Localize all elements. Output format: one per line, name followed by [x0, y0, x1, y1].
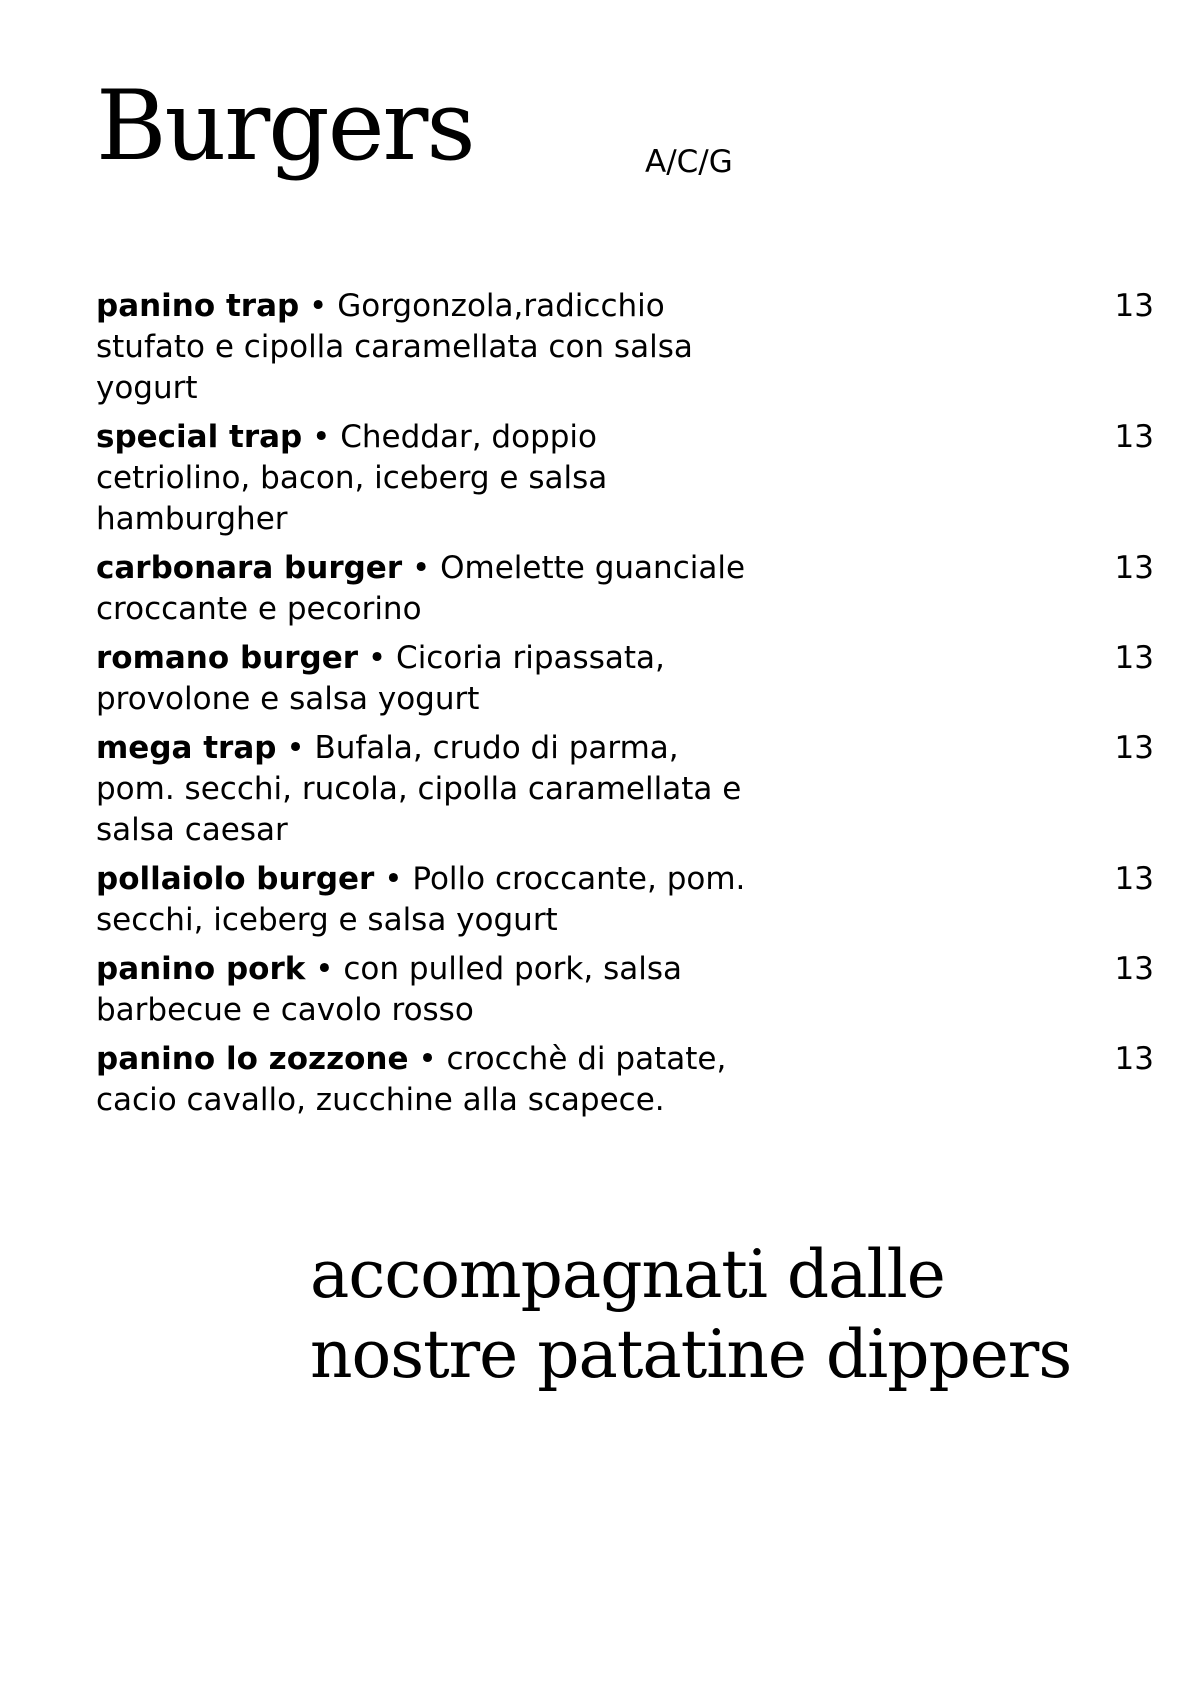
menu-item-price: 13	[1114, 861, 1154, 897]
menu-item-carbonara-burger	[96, 548, 1154, 630]
menu-item-text	[96, 548, 756, 630]
footer-line: nostre patatine dippers	[310, 1316, 1072, 1393]
menu-item-pollaiolo-burger	[96, 859, 1154, 941]
menu-item-price: 13	[1114, 640, 1154, 676]
menu-item-text	[96, 728, 756, 851]
bullet-separator: •	[418, 1041, 437, 1077]
menu-item-description: Pollo croccante, pom. secchi, iceberg e salsa yogurt	[96, 861, 746, 938]
page-title: Burgers	[96, 70, 474, 182]
menu-item-name: panino lo zozzone	[96, 1041, 409, 1077]
bullet-separator: •	[411, 550, 431, 586]
bullet-separator: •	[309, 288, 328, 324]
menu-item-romano-burger	[96, 638, 1154, 720]
bullet-separator: •	[384, 861, 403, 897]
menu-item-text	[96, 638, 756, 720]
menu-item-description: Gorgonzola,radicchio stufato e cipolla caramellata con salsa yogurt	[96, 288, 693, 406]
menu-item-price: 13	[1114, 730, 1154, 766]
menu-item-name: panino pork	[96, 951, 306, 987]
menu-item-text	[96, 859, 756, 941]
menu-item-mega-trap	[96, 728, 1154, 851]
footer-line: accompagnati dalle	[310, 1236, 945, 1313]
menu-item-price: 13	[1114, 1041, 1154, 1077]
menu-item-name: panino trap	[96, 288, 300, 324]
menu-item-price: 13	[1114, 288, 1154, 324]
menu-item-name: special trap	[96, 419, 303, 455]
bullet-separator: •	[367, 640, 387, 676]
bullet-separator: •	[312, 419, 331, 455]
footer-note	[310, 1235, 1130, 1395]
bullet-separator: •	[315, 951, 334, 987]
menu-item-description: con pulled pork, salsa barbecue e cavolo rosso	[96, 951, 682, 1028]
menu-item-description: Omelette guanciale croccante e pecorino	[96, 550, 746, 627]
menu-item-description: crocchè di patate, cacio cavallo, zucchine alla scapece.	[96, 1041, 727, 1118]
menu-item-text	[96, 417, 756, 540]
menu-item-price: 13	[1114, 419, 1154, 455]
menu-item-price: 13	[1114, 951, 1154, 987]
menu-item-name: carbonara burger	[96, 550, 403, 586]
menu-list	[96, 286, 1154, 1129]
menu-item-description: Bufala, crudo di parma, pom. secchi, rucola, cipolla caramellata e salsa caesar	[96, 730, 742, 848]
menu-item-text	[96, 1039, 756, 1121]
bullet-separator: •	[286, 730, 305, 766]
menu-item-text	[96, 949, 756, 1031]
menu-item-description: Cicoria ripassata, provolone e salsa yogurt	[96, 640, 665, 717]
menu-item-panino-pork	[96, 949, 1154, 1031]
menu-item-price: 13	[1114, 550, 1154, 586]
menu-item-name: romano burger	[96, 640, 359, 676]
menu-item-special-trap	[96, 417, 1154, 540]
menu-item-panino-trap	[96, 286, 1154, 409]
menu-item-text	[96, 286, 756, 409]
menu-item-name: mega trap	[96, 730, 277, 766]
menu-item-name: pollaiolo burger	[96, 861, 375, 897]
menu-item-panino-lo-zozzone	[96, 1039, 1154, 1121]
menu-item-description: Cheddar, doppio cetriolino, bacon, iceberg e salsa hamburgher	[96, 419, 608, 537]
allergen-codes: A/C/G	[645, 144, 733, 180]
